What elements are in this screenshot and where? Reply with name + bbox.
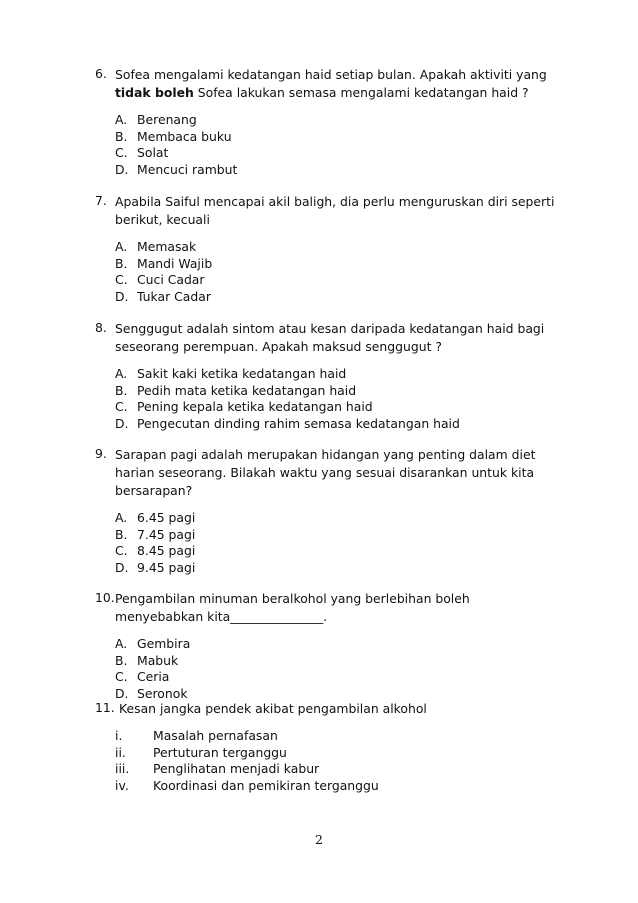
question-number: 11. [95,700,115,715]
option: D. 9.45 pagi [115,559,196,575]
option: A. Gembira [115,636,191,651]
question-text: Kesan jangka pendek akibat pengambilan alkohol [119,701,427,716]
option: B. Pedih mata ketika kedatangan haid [115,382,357,398]
option: C. Pening kepala ketika kedatangan haid [115,399,373,414]
question-text: Senggugut adalah sintom atau kesan daripada kedatangan haid bagi seseorang perempuan. Apakah maksud senggugut ? [115,321,545,354]
option: A. Sakit kaki ketika kedatangan haid [115,366,347,381]
options-list [115,366,575,432]
statements-list [115,728,575,794]
question-number: 6. [95,66,107,81]
options-list [115,239,575,305]
statement: iv. Koordinasi dan pemikiran terganggu [115,777,379,793]
question-number: 10. [95,590,115,605]
option: D. Mencuci rambut [115,161,238,177]
option: C. Cuci Cadar [115,272,205,287]
option: C. 8.45 pagi [115,543,196,558]
options-list [115,510,575,576]
question-text: Sarapan pagi adalah merupakan hidangan yang penting dalam diet harian seseorang. Bilakah waktu yang sesuai disarankan untuk kita bersarapan? [115,447,536,498]
option: B. 7.45 pagi [115,526,196,542]
question-number: 7. [95,193,107,208]
option: B. Mabuk [115,652,179,668]
question-6 [95,66,575,178]
statement: iii. Penglihatan menjadi kabur [115,761,320,776]
question-text: Pengambilan minuman beralkohol yang berlebihan boleh menyebabkan kita_______________. [115,591,470,624]
option: C. Solat [115,145,169,160]
option: D. Tukar Cadar [115,288,211,304]
emphasis-text: tidak boleh [115,85,194,100]
option: D. Seronok [115,685,188,701]
options-list [115,112,575,178]
question-number: 9. [95,446,107,461]
options-list [115,636,575,702]
question-number: 8. [95,320,107,335]
option: C. Ceria [115,669,170,684]
statement: i. Masalah pernafasan [115,728,278,743]
option: A. 6.45 pagi [115,510,196,525]
question-11 [95,700,575,794]
option: A. Memasak [115,239,197,254]
question-9 [95,446,575,576]
question-7 [95,193,575,305]
option: B. Membaca buku [115,128,232,144]
question-8 [95,320,575,432]
option: B. Mandi Wajib [115,255,213,271]
question-text: Sofea mengalami kedatangan haid setiap bulan. Apakah aktiviti yang tidak boleh Sofea lakukan semasa mengalami kedatangan haid ? [115,67,547,100]
question-10 [95,590,575,702]
page-number: 2 [315,832,323,847]
statement: ii. Pertuturan terganggu [115,744,287,760]
question-text: Apabila Saiful mencapai akil baligh, dia perlu menguruskan diri seperti berikut, kecuali [115,194,555,227]
option: D. Pengecutan dinding rahim semasa kedatangan haid [115,415,460,431]
option: A. Berenang [115,112,197,127]
